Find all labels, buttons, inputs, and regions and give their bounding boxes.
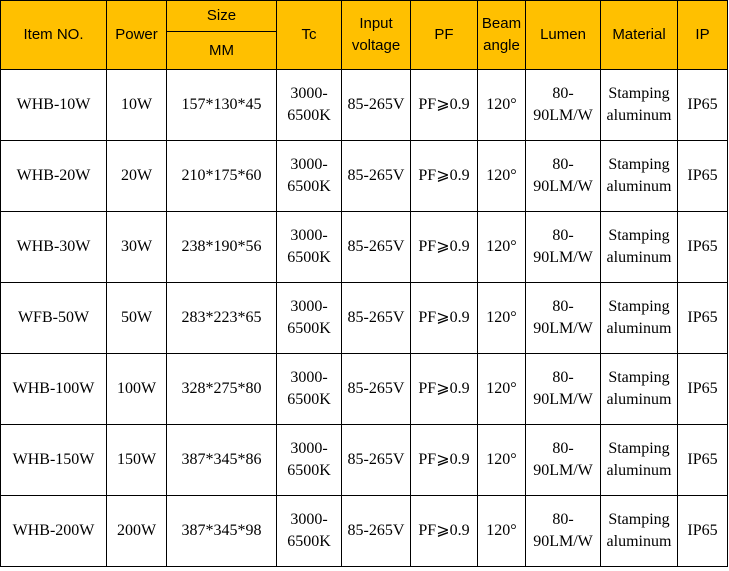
cell-ip: IP65 xyxy=(678,283,728,354)
cell-power: 10W xyxy=(107,70,167,141)
table-row xyxy=(1,496,728,567)
cell-tc xyxy=(277,425,342,496)
header-material: Material xyxy=(601,1,678,70)
cell-lumen-text: 80- 90LM/W xyxy=(533,440,593,479)
cell-material xyxy=(601,425,678,496)
cell-material xyxy=(601,354,678,425)
header-beam-angle xyxy=(478,1,526,70)
header-ip: IP xyxy=(678,1,728,70)
cell-material-text: Stamping aluminum xyxy=(606,227,672,266)
table-row xyxy=(1,212,728,283)
cell-voltage: 85-265V xyxy=(342,70,411,141)
cell-power: 200W xyxy=(107,496,167,567)
cell-material-text: Stamping aluminum xyxy=(606,298,672,337)
cell-tc-text: 3000- 6500K xyxy=(287,156,331,195)
cell-material-text: Stamping aluminum xyxy=(606,369,672,408)
cell-pf: PF⩾0.9 xyxy=(411,496,478,567)
cell-beam: 120° xyxy=(478,496,526,567)
header-tc: Tc xyxy=(277,1,342,70)
cell-lumen xyxy=(526,425,601,496)
header-input-voltage xyxy=(342,1,411,70)
cell-material-text: Stamping aluminum xyxy=(606,511,672,550)
header-lumen: Lumen xyxy=(526,1,601,70)
header-size-unit: MM xyxy=(167,32,277,70)
cell-ip: IP65 xyxy=(678,70,728,141)
cell-ip: IP65 xyxy=(678,496,728,567)
cell-tc xyxy=(277,496,342,567)
cell-beam: 120° xyxy=(478,212,526,283)
cell-tc xyxy=(277,212,342,283)
cell-power: 150W xyxy=(107,425,167,496)
cell-ip: IP65 xyxy=(678,425,728,496)
cell-lumen xyxy=(526,70,601,141)
cell-item: WHB-200W xyxy=(1,496,107,567)
cell-size: 210*175*60 xyxy=(167,141,277,212)
cell-tc-text: 3000- 6500K xyxy=(287,298,331,337)
cell-beam: 120° xyxy=(478,141,526,212)
cell-tc xyxy=(277,354,342,425)
cell-size: 387*345*86 xyxy=(167,425,277,496)
cell-size: 157*130*45 xyxy=(167,70,277,141)
cell-tc-text: 3000- 6500K xyxy=(287,227,331,266)
cell-voltage: 85-265V xyxy=(342,212,411,283)
cell-material xyxy=(601,283,678,354)
table-row xyxy=(1,354,728,425)
cell-lumen-text: 80- 90LM/W xyxy=(533,227,593,266)
cell-size: 387*345*98 xyxy=(167,496,277,567)
table-row xyxy=(1,141,728,212)
cell-tc xyxy=(277,141,342,212)
cell-item: WHB-100W xyxy=(1,354,107,425)
header-size: Size xyxy=(167,1,277,32)
cell-ip: IP65 xyxy=(678,141,728,212)
cell-material xyxy=(601,141,678,212)
table-row xyxy=(1,70,728,141)
cell-pf: PF⩾0.9 xyxy=(411,425,478,496)
cell-pf: PF⩾0.9 xyxy=(411,283,478,354)
cell-size: 238*190*56 xyxy=(167,212,277,283)
cell-tc xyxy=(277,283,342,354)
header-input-voltage-label: Input voltage xyxy=(351,15,401,54)
cell-lumen xyxy=(526,496,601,567)
cell-lumen-text: 80- 90LM/W xyxy=(533,511,593,550)
cell-material-text: Stamping aluminum xyxy=(606,440,672,479)
cell-lumen-text: 80- 90LM/W xyxy=(533,369,593,408)
cell-material xyxy=(601,70,678,141)
table-row xyxy=(1,425,728,496)
cell-tc-text: 3000- 6500K xyxy=(287,511,331,550)
cell-voltage: 85-265V xyxy=(342,283,411,354)
cell-item: WHB-150W xyxy=(1,425,107,496)
cell-beam: 120° xyxy=(478,425,526,496)
cell-tc-text: 3000- 6500K xyxy=(287,369,331,408)
table-row xyxy=(1,283,728,354)
cell-material-text: Stamping aluminum xyxy=(606,156,672,195)
cell-power: 30W xyxy=(107,212,167,283)
cell-item: WHB-20W xyxy=(1,141,107,212)
header-item-no: Item NO. xyxy=(1,1,107,70)
cell-ip: IP65 xyxy=(678,212,728,283)
header-pf: PF xyxy=(411,1,478,70)
cell-voltage: 85-265V xyxy=(342,354,411,425)
cell-tc xyxy=(277,70,342,141)
cell-ip: IP65 xyxy=(678,354,728,425)
cell-beam: 120° xyxy=(478,70,526,141)
cell-lumen-text: 80- 90LM/W xyxy=(533,298,593,337)
cell-lumen-text: 80- 90LM/W xyxy=(533,156,593,195)
cell-lumen xyxy=(526,212,601,283)
cell-pf: PF⩾0.9 xyxy=(411,70,478,141)
cell-material xyxy=(601,212,678,283)
cell-size: 328*275*80 xyxy=(167,354,277,425)
cell-beam: 120° xyxy=(478,354,526,425)
header-beam-angle-label: Beam angle xyxy=(481,15,522,54)
cell-voltage: 85-265V xyxy=(342,496,411,567)
cell-power: 100W xyxy=(107,354,167,425)
cell-lumen xyxy=(526,354,601,425)
cell-voltage: 85-265V xyxy=(342,425,411,496)
header-row xyxy=(1,1,728,32)
cell-lumen xyxy=(526,283,601,354)
cell-item: WFB-50W xyxy=(1,283,107,354)
cell-beam: 120° xyxy=(478,283,526,354)
cell-item: WHB-30W xyxy=(1,212,107,283)
cell-lumen xyxy=(526,141,601,212)
cell-item: WHB-10W xyxy=(1,70,107,141)
cell-material xyxy=(601,496,678,567)
cell-pf: PF⩾0.9 xyxy=(411,141,478,212)
cell-pf: PF⩾0.9 xyxy=(411,354,478,425)
cell-tc-text: 3000- 6500K xyxy=(287,85,331,124)
cell-lumen-text: 80- 90LM/W xyxy=(533,85,593,124)
cell-pf: PF⩾0.9 xyxy=(411,212,478,283)
cell-power: 50W xyxy=(107,283,167,354)
header-power: Power xyxy=(107,1,167,70)
cell-voltage: 85-265V xyxy=(342,141,411,212)
cell-power: 20W xyxy=(107,141,167,212)
cell-size: 283*223*65 xyxy=(167,283,277,354)
cell-tc-text: 3000- 6500K xyxy=(287,440,331,479)
cell-material-text: Stamping aluminum xyxy=(606,85,672,124)
